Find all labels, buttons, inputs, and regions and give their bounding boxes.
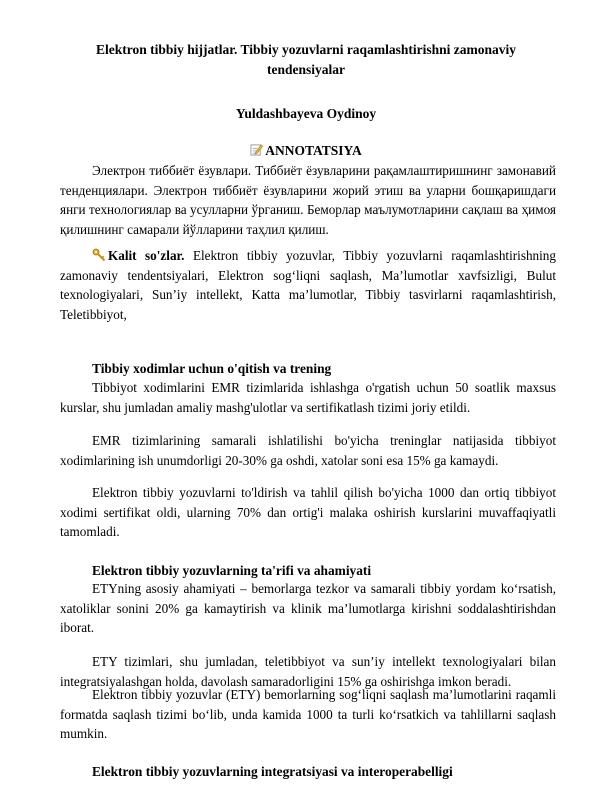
paragraph-text: ETY tizimlari, shu jumladan, teletibbiyot va sun’iy intellekt texnologiyalari bilan integratsiyalashgan holda, davolash samaradorligini 15% ga oshirishga imkon beradi. <box>60 654 556 689</box>
training-paragraph-1 <box>60 378 556 417</box>
paragraph-text: EMR tizimlarining samarali ishlatilishi bo'yicha treninglar natijasida tibbiyot xodimlarining ish unumdorligi 20-30% ga oshdi, xatolar soni esa 15% ga kamaydi. <box>60 433 556 468</box>
keywords-paragraph <box>60 246 556 324</box>
pencil-memo-icon <box>250 143 263 156</box>
key-icon <box>92 248 106 262</box>
definition-paragraph-3 <box>60 685 556 744</box>
paragraph-text: ETYning asosiy ahamiyati – bemorlarga tezkor va samarali tibbiy yordam ko‘rsatish, xatoliklar sonini 20% ga kamaytirish va klinik ma’lumotlarga kirishni soddalashtirishdan iborat. <box>60 581 556 635</box>
keywords-text: Elektron tibbiy yozuvlar, Tibbiy yozuvlarni raqamlashtirishning zamonaviy tendentsiyalari, Elektron sog‘liqni saqlash, Ma’lumotlar xavfsizligi, Bulut texnologiyalari, Sun’iy intellekt, Katta ma’lumotlar, Tibbiy tasvirlarni raqamlashtirish, Teletibbiyot, <box>60 248 556 322</box>
annotation-heading <box>0 143 612 159</box>
definition-paragraph-1 <box>60 579 556 638</box>
paragraph-text: Tibbiyot xodimlarini EMR tizimlarida ishlashga o'rgatish uchun 50 soatlik maxsus kurslar, shu jumladan amaliy mashg'ulotlar va sertifikatlash tizimi joriy etildi. <box>60 380 556 415</box>
keywords-label: Kalit so'zlar. <box>108 248 185 263</box>
annotation-text: Электрон тиббиёт ёзувлари. Тиббиёт ёзувларини рақамлаштиришнинг замонавий тенденциялари. Электрон тиббиёт ёзувларини жорий этиш ва уларни бошқаришдаги янги технологиялар ва усулларни ўрганиш. Беморлар маълумотларини сақлаш ва ҳимоя қилишнинг самарали йўлларини таҳлил қилиш. <box>60 163 556 237</box>
paper-title: Elektron tibbiy hijjatlar. Tibbiy yozuvlarni raqamlashtirishni zamonaviy tendensiyalar <box>96 42 516 77</box>
paragraph-text: Elektron tibbiy yozuvlarni to'ldirish va tahlil qilish bo'yicha 1000 dan ortiq tibbiyot xodimi sertifikat oldi, ularning 70% dan ortig'i malaka oshirish kurslarini muvaffaqiyatli tamomladi. <box>60 485 556 539</box>
annotation-paragraph <box>60 161 556 239</box>
author-name: Yuldashbayeva Oydinoy <box>235 106 377 121</box>
section-heading-definition: Elektron tibbiy yozuvlarning ta'rifi va ahamiyati <box>92 563 372 578</box>
section-heading-integration: Elektron tibbiy yozuvlarning integratsiyasi va interoperabelligi <box>92 764 453 779</box>
training-paragraph-3 <box>60 483 556 542</box>
training-paragraph-2 <box>60 431 556 470</box>
section-heading-training: Tibbiy xodimlar uchun o'qitish va trening <box>92 361 332 376</box>
annotation-heading-text: ANNOTATSIYA <box>265 143 362 158</box>
paragraph-text: Elektron tibbiy yozuvlar (ETY) bemorlarning sog‘liqni saqlash ma’lumotlarini raqamli formatda saqlash tizimi bo‘lib, unda kamida 1000 ta turli ko‘rsatkich va tahlillarni saqlash mumkin. <box>60 687 556 741</box>
